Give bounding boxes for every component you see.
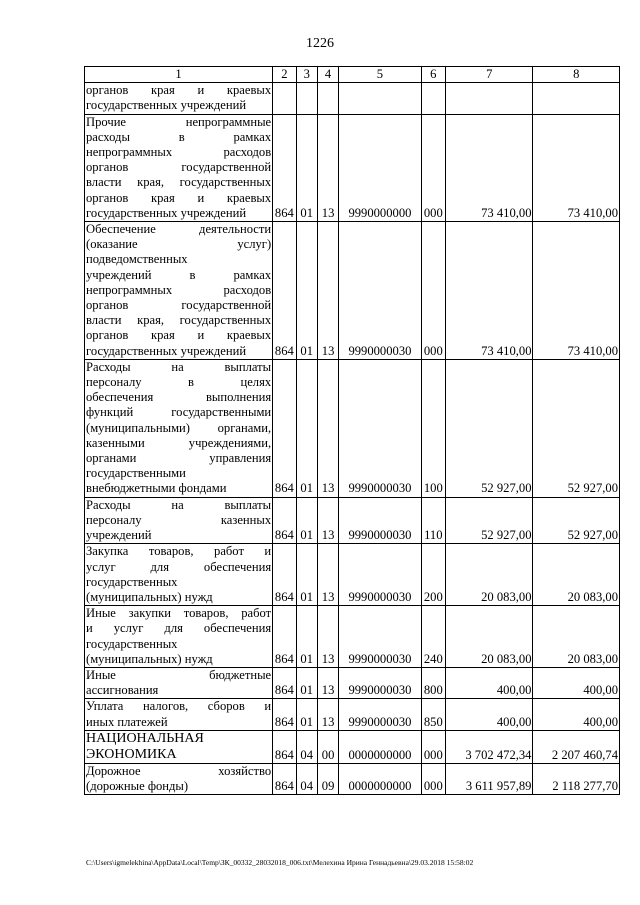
target-article-code [339,83,421,114]
description-line: (муниципальных) нужд [86,651,213,666]
amount-year-1: 20 083,00 [446,544,533,606]
subsection-code: 13 [317,114,338,221]
description-line: Обеспечение деятельности [86,222,272,237]
amount-year-1: 400,00 [446,667,533,698]
row-description [85,699,273,730]
target-article-code: 9990000030 [339,497,421,544]
description-line: органов государственной [86,298,272,313]
description-line: государственных учреждений [86,205,247,220]
table-row [85,667,620,698]
column-header: 8 [533,67,620,83]
row-description [85,114,273,221]
description-line: Прочие непрограммные [86,114,272,129]
page-number: 1226 [306,36,334,51]
row-description [85,83,273,114]
target-article-code: 0000000000 [339,730,421,763]
amount-year-2: 52 927,00 [533,497,620,544]
row-description [85,606,273,668]
section-code: 01 [296,544,317,606]
description-line: государственных учреждений [86,343,247,358]
table-row [85,222,620,360]
table-row [85,359,620,497]
section-code: 01 [296,667,317,698]
table-row [85,699,620,730]
subsection-code: 13 [317,222,338,360]
section-code: 01 [296,222,317,360]
amount-year-1: 52 927,00 [446,497,533,544]
description-line: Иные бюджетные [86,667,272,682]
description-line: учреждений в рамках [86,267,272,282]
target-article-code: 9990000030 [339,222,421,360]
row-description [85,222,273,360]
description-line: казенными учреждениями, [86,435,272,450]
description-line: (муниципальных) нужд [86,589,213,604]
amount-year-2: 20 083,00 [533,544,620,606]
grbs-code [273,83,296,114]
row-description [85,497,273,544]
description-line: органов края и краевых [86,328,272,343]
subsection-code: 09 [317,763,338,794]
subsection-code: 13 [317,497,338,544]
column-header: 2 [273,67,296,83]
expense-type-code: 240 [421,606,445,668]
target-article-code: 9990000000 [339,114,421,221]
description-line: иных платежей [86,714,168,729]
description-line: обеспечения выполнения [86,390,272,405]
description-line: власти края, государственных [86,313,272,328]
description-line: непрограммных расходов [86,282,272,297]
expense-type-code: 000 [421,222,445,360]
subsection-code [317,83,338,114]
amount-year-2: 73 410,00 [533,222,620,360]
target-article-code: 9990000030 [339,544,421,606]
description-line: (муниципальными) органами, [86,420,272,435]
footer-path: C:\Users\igmelekhina\AppData\Local\Temp\ЗК_00332_28032018_006.txt\Мелехина Ирина Геннадьевна\29.03.2018 15:58:02 [86,858,474,867]
column-header: 3 [296,67,317,83]
row-description [85,667,273,698]
description-line: Дорожное хозяйство [86,763,272,778]
amount-year-2: 52 927,00 [533,359,620,497]
subsection-code: 00 [317,730,338,763]
description-line: персоналу в целях [86,375,272,390]
grbs-code: 864 [273,730,296,763]
target-article-code: 0000000000 [339,763,421,794]
description-line: непрограммных расходов [86,145,272,160]
grbs-code: 864 [273,544,296,606]
table-body [85,83,620,795]
budget-table [84,66,620,795]
description-line: и услуг для обеспечения [86,621,272,636]
description-line: государственных [86,636,178,651]
section-code: 01 [296,497,317,544]
description-line: Закупка товаров, работ и [86,544,272,559]
amount-year-2: 20 083,00 [533,606,620,668]
expense-type-code: 100 [421,359,445,497]
amount-year-1: 20 083,00 [446,606,533,668]
table-row [85,83,620,114]
expense-type-code: 800 [421,667,445,698]
grbs-code: 864 [273,606,296,668]
expense-type-code: 200 [421,544,445,606]
table-row [85,606,620,668]
description-line: Иные закупки товаров, работ [86,606,272,621]
description-line: подведомственных [86,252,188,267]
column-header: 7 [446,67,533,83]
row-description [85,544,273,606]
description-line: НАЦИОНАЛЬНАЯ [86,730,204,746]
amount-year-2: 2 118 277,70 [533,763,620,794]
description-line: органов края и краевых [86,83,272,98]
amount-year-2 [533,83,620,114]
subsection-code: 13 [317,359,338,497]
column-header: 1 [85,67,273,83]
description-line: учреждений [86,528,152,543]
description-line: (оказание услуг) [86,237,272,252]
description-line: государственными [86,466,186,481]
amount-year-1: 73 410,00 [446,222,533,360]
subsection-code: 13 [317,699,338,730]
section-code: 01 [296,359,317,497]
section-code: 01 [296,114,317,221]
grbs-code: 864 [273,763,296,794]
description-line: органов края и краевых [86,190,272,205]
target-article-code: 9990000030 [339,667,421,698]
target-article-code: 9990000030 [339,699,421,730]
description-line: ЭКОНОМИКА [86,746,177,762]
section-code: 01 [296,699,317,730]
subsection-code: 13 [317,667,338,698]
section-code: 01 [296,606,317,668]
description-line: государственных [86,574,178,589]
expense-type-code: 000 [421,730,445,763]
target-article-code: 9990000030 [339,359,421,497]
column-header: 6 [421,67,445,83]
expense-type-code: 850 [421,699,445,730]
row-description [85,763,273,794]
expense-type-code: 000 [421,763,445,794]
section-code [296,83,317,114]
expense-type-code [421,83,445,114]
description-line: органами управления [86,451,272,466]
column-header: 5 [339,67,421,83]
amount-year-1: 3 611 957,89 [446,763,533,794]
amount-year-1 [446,83,533,114]
description-line: ассигнования [86,683,159,698]
amount-year-2: 400,00 [533,667,620,698]
table-row [85,114,620,221]
amount-year-2: 400,00 [533,699,620,730]
grbs-code: 864 [273,667,296,698]
amount-year-1: 52 927,00 [446,359,533,497]
section-code: 04 [296,730,317,763]
amount-year-2: 73 410,00 [533,114,620,221]
grbs-code: 864 [273,222,296,360]
grbs-code: 864 [273,114,296,221]
grbs-code: 864 [273,359,296,497]
subsection-code: 13 [317,544,338,606]
amount-year-1: 400,00 [446,699,533,730]
description-line: государственных учреждений [86,98,247,113]
amount-year-2: 2 207 460,74 [533,730,620,763]
table-row [85,544,620,606]
row-description [85,730,273,763]
description-line: (дорожные фонды) [86,778,189,793]
description-line: Уплата налогов, сборов и [86,699,272,714]
description-line: органов государственной [86,160,272,175]
expense-type-code: 000 [421,114,445,221]
header-row [85,67,620,83]
amount-year-1: 73 410,00 [446,114,533,221]
expense-type-code: 110 [421,497,445,544]
description-line: внебюджетными фондами [86,481,227,496]
row-description [85,359,273,497]
description-line: персоналу казенных [86,512,272,527]
description-line: Расходы на выплаты [86,497,272,512]
table-row [85,730,620,763]
table-row [85,497,620,544]
grbs-code: 864 [273,497,296,544]
description-line: Расходы на выплаты [86,359,272,374]
table-row [85,763,620,794]
grbs-code: 864 [273,699,296,730]
subsection-code: 13 [317,606,338,668]
amount-year-1: 3 702 472,34 [446,730,533,763]
section-code: 04 [296,763,317,794]
column-header: 4 [317,67,338,83]
description-line: функций государственными [86,405,272,420]
description-line: власти края, государственных [86,175,272,190]
target-article-code: 9990000030 [339,606,421,668]
description-line: расходы в рамках [86,129,272,144]
description-line: услуг для обеспечения [86,559,272,574]
